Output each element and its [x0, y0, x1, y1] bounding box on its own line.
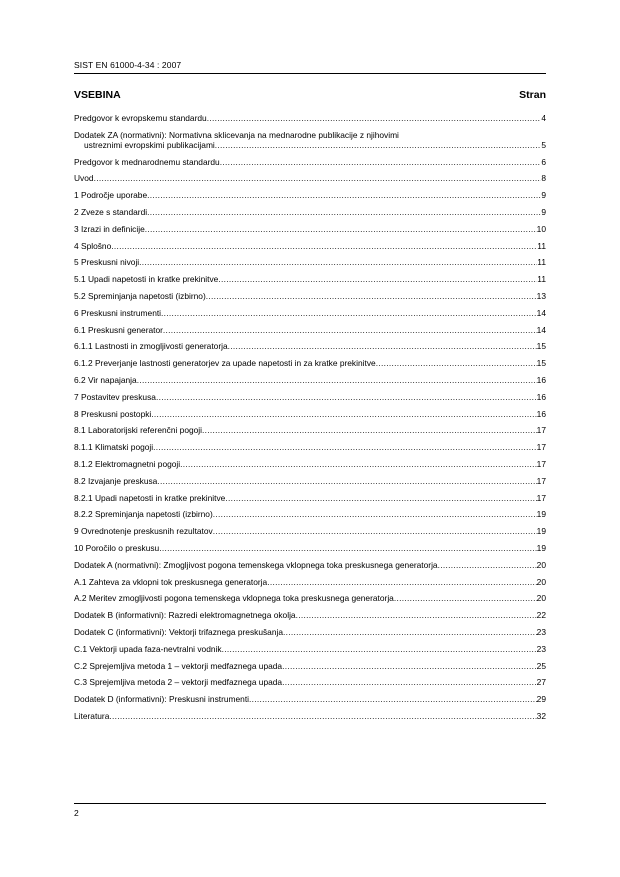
toc-leader-dots: [218, 274, 537, 284]
toc-entry: [74, 291, 546, 301]
toc-entry-line: [74, 130, 546, 140]
toc-entry-title: C.2 Sprejemljiva metoda 1 – vektorji medfaznega upada: [74, 660, 283, 671]
toc-entry: [74, 610, 546, 620]
toc-entry-page: 8: [541, 173, 546, 184]
toc-entry: [74, 113, 546, 123]
toc-entry: [74, 476, 546, 486]
toc-entry: [74, 593, 546, 603]
toc-leader-dots: [282, 677, 537, 687]
document-id: SIST EN 61000-4-34 : 2007: [74, 60, 182, 70]
toc-entry-title: C.3 Sprejemljiva metoda 2 – vektorji medfaznega upada: [74, 677, 283, 688]
toc-entry-title: Dodatek D (informativni): Preskusni instrumenti: [74, 694, 250, 705]
toc-entry-page: 11: [537, 257, 546, 268]
toc-leader-dots: [213, 509, 537, 519]
toc-leader-dots: [180, 459, 537, 469]
toc-leader-dots: [215, 140, 542, 150]
toc-leader-dots: [111, 241, 537, 251]
toc-entry: [74, 358, 546, 368]
toc-entry-page: 4: [541, 113, 546, 123]
toc-leader-dots: [151, 409, 536, 419]
toc-leader-dots: [153, 442, 537, 452]
toc-entry-page: 19: [536, 509, 546, 520]
footer-rule: [74, 803, 546, 804]
toc-leader-dots: [220, 157, 542, 167]
toc-leader-dots: [438, 560, 537, 570]
page-number: 2: [74, 808, 79, 818]
toc-leader-dots: [147, 190, 541, 200]
toc-entry-page: 17: [536, 442, 546, 453]
toc-entry: [74, 577, 546, 587]
toc-entry-title: 5.2 Spreminjanja napetosti (izbirno): [74, 290, 206, 301]
toc-entry-page: 11: [537, 240, 546, 251]
toc-leader-dots: [109, 711, 536, 721]
toc-entry: [74, 644, 546, 654]
toc-heading-row: [74, 89, 546, 103]
toc-entry-page: 19: [536, 542, 546, 553]
toc-entry-title: 10 Poročilo o preskusu: [74, 542, 160, 553]
toc-entry-title: 2 Zveze s standardi: [74, 206, 148, 217]
toc-leader-dots: [213, 526, 537, 536]
toc-entry-title: 6.1.1 Lastnosti in zmogljivosti generatorja: [74, 341, 228, 352]
toc-entry-title: 8.1.1 Klimatski pogoji: [74, 442, 154, 453]
toc-entry: [74, 677, 546, 687]
toc-entry: [74, 274, 546, 284]
toc-entry-title: 3 Izrazi in definicije: [74, 223, 145, 234]
toc-entry-title: A.2 Meritev zmogljivosti pogona temenskega vklopnega toka preskusnega generatorja: [74, 593, 394, 604]
toc-leader-dots: [207, 113, 542, 123]
toc-leader-dots: [282, 661, 537, 671]
toc-entry-page: 15: [536, 341, 546, 352]
toc-entry-title: 8.2 Izvajanje preskusa: [74, 475, 158, 486]
toc-heading: VSEBINA: [74, 89, 121, 101]
toc-entry: [74, 308, 546, 318]
toc-entry-page: 14: [536, 324, 546, 335]
toc-entry-page: 6: [541, 156, 546, 167]
toc-entry-title: Dodatek ZA (normativni): Normativna sklicevanja na mednarodne publikacije z njihovimi: [74, 129, 399, 140]
toc-entry-page: 32: [536, 710, 546, 721]
toc-entry: [74, 257, 546, 267]
toc-entry-page: 19: [536, 526, 546, 537]
toc-entry: [74, 661, 546, 671]
toc-leader-dots: [225, 493, 536, 503]
toc-entry-title: Literatura: [74, 710, 110, 721]
toc-entry: [74, 509, 546, 519]
toc-leader-dots: [163, 325, 537, 335]
toc-entry-page: 13: [536, 290, 546, 301]
toc-entry-page: 17: [536, 475, 546, 486]
toc-leader-dots: [296, 610, 537, 620]
toc-leader-dots: [228, 341, 537, 351]
toc-entry: [74, 224, 546, 234]
toc-leader-dots: [147, 207, 541, 217]
toc-leader-dots: [283, 627, 537, 637]
toc-entry: [74, 627, 546, 637]
toc-entry: [74, 425, 546, 435]
toc-leader-dots: [249, 694, 537, 704]
toc-leader-dots: [161, 308, 537, 318]
toc-entry: [74, 241, 546, 251]
toc-leader-dots: [394, 593, 537, 603]
toc-list: [74, 113, 546, 728]
toc-entry-title: Uvod: [74, 173, 94, 184]
toc-entry-page: 20: [536, 576, 546, 587]
toc-entry-title: Dodatek C (informativni): Vektorji trifaznega preskušanja: [74, 626, 284, 637]
toc-entry: [74, 207, 546, 217]
toc-entry-title: 1 Področje uporabe: [74, 190, 148, 201]
header-rule: [74, 73, 546, 74]
toc-entry-title: Predgovor k mednarodnemu standardu: [74, 156, 220, 167]
toc-entry-page: 15: [536, 358, 546, 369]
toc-entry-page: 16: [536, 391, 546, 402]
toc-entry-title: 9 Ovrednotenje preskusnih rezultatov: [74, 526, 213, 537]
toc-entry: [74, 341, 546, 351]
toc-entry-page: 10: [536, 223, 546, 234]
toc-entry-page: 23: [536, 626, 546, 637]
toc-leader-dots: [157, 476, 536, 486]
toc-leader-dots: [202, 425, 537, 435]
toc-entry: [74, 459, 546, 469]
toc-entry-page: 27: [536, 677, 546, 688]
toc-leader-dots: [206, 291, 537, 301]
toc-leader-dots: [137, 375, 537, 385]
toc-entry-page: 20: [536, 559, 546, 570]
toc-leader-dots: [139, 257, 537, 267]
toc-entry-title: Dodatek A (normativni): Zmogljivost pogona temenskega vklopnega toka preskusnega generatorja: [74, 559, 438, 570]
toc-entry: [74, 325, 546, 335]
toc-entry-page: 16: [536, 374, 546, 385]
toc-entry-title: 8.1.2 Elektromagnetni pogoji: [74, 458, 181, 469]
toc-entry: [74, 711, 546, 721]
toc-entry-title: Dodatek B (informativni): Razredi elektromagnetnega okolja: [74, 610, 296, 621]
toc-entry-page: 5: [541, 139, 546, 150]
toc-leader-dots: [159, 543, 536, 553]
toc-entry-page: 17: [536, 458, 546, 469]
toc-leader-dots: [94, 173, 542, 183]
toc-entry-title: 7 Postavitev preskusa: [74, 391, 156, 402]
toc-entry: [74, 409, 546, 419]
toc-entry: [74, 130, 546, 150]
toc-entry-title: 8.2.1 Upadi napetosti in kratke prekinitve: [74, 492, 226, 503]
toc-entry-title: Predgovor k evropskemu standardu: [74, 113, 207, 123]
page-column-label: Stran: [519, 89, 546, 101]
toc-entry-page: 16: [536, 408, 546, 419]
toc-entry-title: 8.1 Laboratorijski referenčni pogoji: [74, 425, 203, 436]
toc-entry-line: [74, 140, 546, 150]
toc-entry-title: 6.2 Vir napajanja: [74, 374, 137, 385]
toc-entry-title: C.1 Vektorji upada faza-nevtralni vodnik: [74, 643, 222, 654]
toc-leader-dots: [222, 644, 537, 654]
toc-entry: [74, 526, 546, 536]
toc-entry-title: A.1 Zahteva za vklopni tok preskusnega generatorja: [74, 576, 268, 587]
toc-entry-page: 14: [536, 307, 546, 318]
toc-entry: [74, 560, 546, 570]
toc-entry: [74, 190, 546, 200]
toc-entry: [74, 543, 546, 553]
toc-entry-page: 17: [536, 492, 546, 503]
toc-entry-title: 6.1.2 Preverjanje lastnosti generatorjev za upade napetosti in za kratke prekinitve: [74, 358, 376, 369]
toc-entry-page: 25: [536, 660, 546, 671]
toc-entry-title: 5 Preskusni nivoji: [74, 257, 140, 268]
toc-entry: [74, 694, 546, 704]
toc-leader-dots: [156, 392, 537, 402]
toc-entry-title: 5.1 Upadi napetosti in kratke prekinitve: [74, 274, 219, 285]
toc-entry-title: 8.2.2 Spreminjanja napetosti (izbirno): [74, 509, 213, 520]
toc-entry-page: 9: [541, 206, 546, 217]
toc-entry: [74, 392, 546, 402]
toc-entry: [74, 173, 546, 183]
toc-entry-page: 11: [537, 274, 546, 285]
toc-entry: [74, 493, 546, 503]
toc-entry-page: 29: [536, 694, 546, 705]
toc-entry: [74, 157, 546, 167]
toc-leader-dots: [267, 577, 536, 587]
toc-leader-dots: [145, 224, 537, 234]
toc-entry-title: 8 Preskusni postopki: [74, 408, 152, 419]
toc-entry-page: 9: [541, 190, 546, 201]
toc-entry-continuation: ustreznimi evropskimi publikacijami: [84, 139, 215, 150]
toc-entry-page: 22: [536, 610, 546, 621]
toc-leader-dots: [376, 358, 537, 368]
toc-entry-title: 4 Splošno: [74, 240, 112, 251]
toc-entry: [74, 375, 546, 385]
toc-entry-title: 6.1 Preskusni generator: [74, 324, 163, 335]
toc-entry-page: 23: [536, 643, 546, 654]
toc-entry: [74, 442, 546, 452]
toc-entry-title: 6 Preskusni instrumenti: [74, 307, 162, 318]
toc-entry-page: 20: [536, 593, 546, 604]
toc-entry-page: 17: [536, 425, 546, 436]
